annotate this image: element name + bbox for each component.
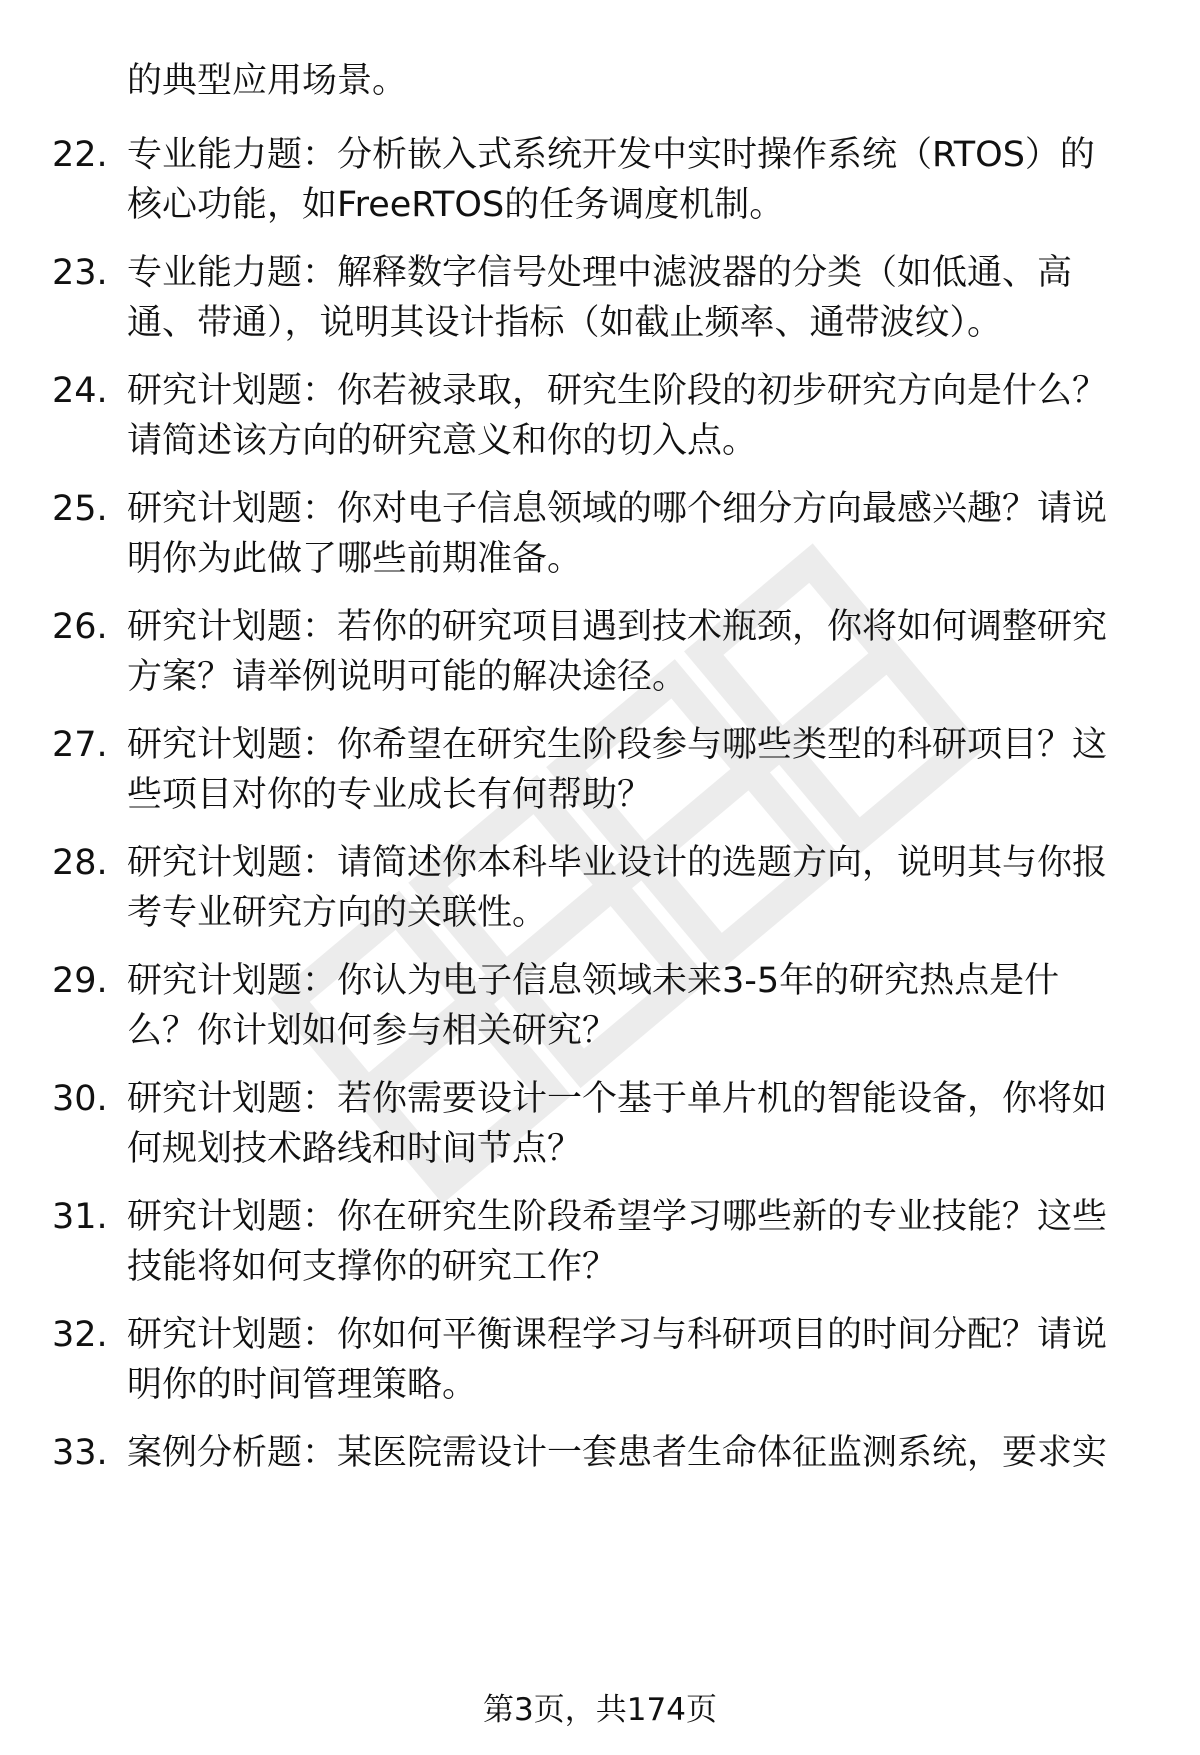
question-text <box>127 838 1147 938</box>
question-line: 研究计划题：请简述你本科毕业设计的选题方向，说明其与你报 <box>127 843 1108 883</box>
question-item <box>0 1192 1200 1296</box>
question-item <box>0 484 1200 588</box>
question-line: 研究计划题：若你需要设计一个基于单片机的智能设备，你将如 <box>127 1079 1108 1119</box>
question-text <box>127 130 1147 230</box>
question-line: 请简述该方向的研究意义和你的切入点。 <box>127 421 758 461</box>
question-line: 专业能力题：解释数字信号处理中滤波器的分类（如低通、高 <box>127 253 1073 293</box>
question-text <box>127 484 1147 584</box>
question-line: 些项目对你的专业成长有何帮助？ <box>127 775 653 815</box>
question-number: 33. <box>52 1433 108 1473</box>
question-line: 考专业研究方向的关联性。 <box>127 893 548 933</box>
question-text <box>127 366 1147 466</box>
question-text <box>127 956 1147 1056</box>
question-number: 27. <box>52 725 108 765</box>
question-text <box>127 1074 1147 1174</box>
question-item <box>0 1428 1200 1482</box>
question-line: 明你为此做了哪些前期准备。 <box>127 539 583 579</box>
question-line: 研究计划题：你希望在研究生阶段参与哪些类型的科研项目？这 <box>127 725 1108 765</box>
question-number: 31. <box>52 1197 108 1237</box>
question-line: 么？你计划如何参与相关研究？ <box>127 1011 618 1051</box>
question-item <box>0 1310 1200 1414</box>
question-line: 案例分析题：某医院需设计一套患者生命体征监测系统，要求实 <box>127 1433 1108 1473</box>
continuation-text: 的典型应用场景。 <box>127 61 408 101</box>
question-line: 研究计划题：你对电子信息领域的哪个细分方向最感兴趣？请说 <box>127 489 1108 529</box>
question-number: 29. <box>52 961 108 1001</box>
question-text <box>127 1428 1147 1478</box>
question-number: 26. <box>52 607 108 647</box>
question-line: 专业能力题：分析嵌入式系统开发中实时操作系统（RTOS）的 <box>127 135 1095 175</box>
question-line: 研究计划题：你如何平衡课程学习与科研项目的时间分配？请说 <box>127 1315 1108 1355</box>
question-line: 核心功能，如FreeRTOS的任务调度机制。 <box>127 185 785 225</box>
question-item <box>0 720 1200 824</box>
question-line: 研究计划题：若你的研究项目遇到技术瓶颈，你将如何调整研究 <box>127 607 1108 647</box>
question-line: 方案？请举例说明可能的解决途径。 <box>127 657 688 697</box>
question-item <box>0 1074 1200 1178</box>
question-item <box>0 838 1200 942</box>
question-number: 28. <box>52 843 108 883</box>
question-item <box>0 366 1200 470</box>
question-item <box>0 130 1200 234</box>
question-item <box>0 956 1200 1060</box>
question-line: 研究计划题：你在研究生阶段希望学习哪些新的专业技能？这些 <box>127 1197 1108 1237</box>
question-text <box>127 248 1147 348</box>
question-number: 25. <box>52 489 108 529</box>
question-number: 32. <box>52 1315 108 1355</box>
question-number: 23. <box>52 253 108 293</box>
page-footer: 第3页，共174页 <box>483 1692 717 1728</box>
question-line: 研究计划题：你认为电子信息领域未来3-5年的研究热点是什 <box>127 961 1060 1001</box>
question-text <box>127 602 1147 702</box>
question-item <box>0 602 1200 706</box>
question-number: 22. <box>52 135 108 175</box>
question-number: 24. <box>52 371 108 411</box>
question-line: 通、带通），说明其设计指标（如截止频率、通带波纹）。 <box>127 303 1003 343</box>
question-text <box>127 1192 1147 1292</box>
question-text <box>127 720 1147 820</box>
question-line: 研究计划题：你若被录取，研究生阶段的初步研究方向是什么？ <box>127 371 1108 411</box>
question-line: 明你的时间管理策略。 <box>127 1365 478 1405</box>
question-number: 30. <box>52 1079 108 1119</box>
question-line: 何规划技术路线和时间节点？ <box>127 1129 583 1169</box>
question-text <box>127 1310 1147 1410</box>
question-line: 技能将如何支撑你的研究工作？ <box>127 1247 618 1287</box>
question-item <box>0 248 1200 352</box>
